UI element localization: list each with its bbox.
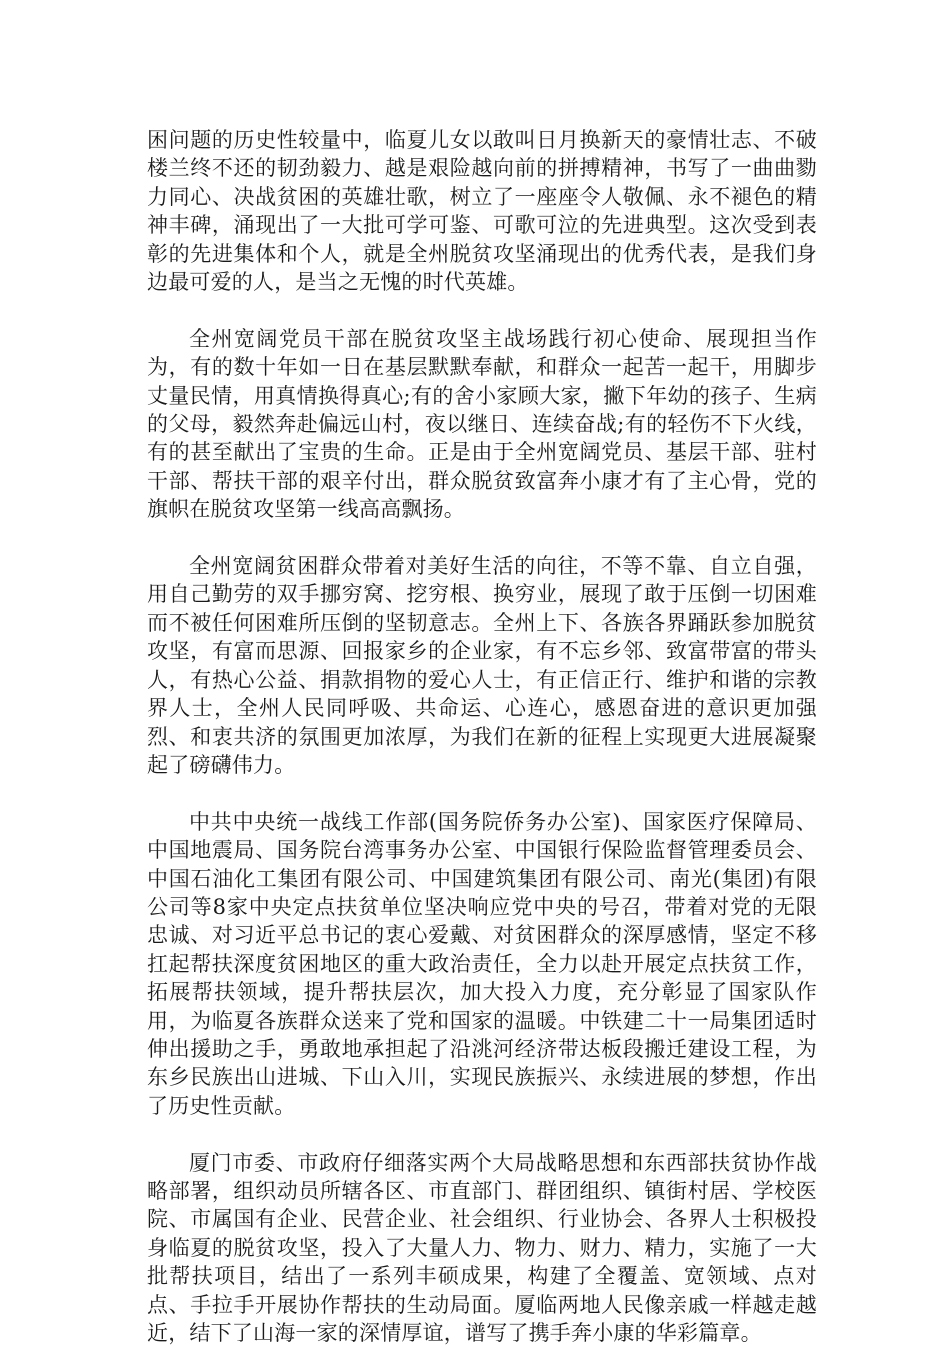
- paragraph-xiamen: 厦门市委、市政府仔细落实两个大局战略思想和东西部扶贫协作战略部署，组织动员所辖各区、市直部门、群团组织、镇街村居、学校医院、市属国有企业、民营企业、社会组织、行业协会、各界人士积极投身临夏的脱贫攻坚，投入了大量人力、物力、财力、精力，实施了一大批帮扶项目，结出了一系列丰硕成果，构建了全覆盖、宽领域、点对点、手拉手开展协作帮扶的生动局面。厦临两地人民像亲戚一样越走越近，结下了山海一家的深情厚谊，谱写了携手奔小康的华彩篇章。: [147, 1150, 817, 1345]
- paragraph-party-cadres: 全州宽阔党员干部在脱贫攻坚主战场践行初心使命、展现担当作为，有的数十年如一日在基层默默奉献，和群众一起苦一起干，用脚步丈量民情，用真情换得真心;有的舍小家顾大家，撇下年幼的孩子、生病的父母，毅然奔赴偏远山村，夜以继日、连续奋战;有的轻伤不下火线，有的甚至献出了宝贵的生命。正是由于全州宽阔党员、基层干部、驻村干部、帮扶干部的艰辛付出，群众脱贫致富奔小康才有了主心骨，党的旗帜在脱贫攻坚第一线高高飘扬。: [147, 326, 817, 522]
- paragraph-central-units: 中共中央统一战线工作部(国务院侨务办公室)、国家医疗保障局、中国地震局、国务院台湾事务办公室、中国银行保险监督管理委员会、中国石油化工集团有限公司、中国建筑集团有限公司、南光(集团)有限公司等8家中央定点扶贫单位坚决响应党中央的号召，带着对党的无限忠诚、对习近平总书记的衷心爱戴、对贫困群众的深厚感情，坚定不移扛起帮扶深度贫困地区的重大政治责任，全力以赴开展定点扶贫工作，拓展帮扶领域，提升帮扶层次，加大投入力度，充分彰显了国家队作用，为临夏各族群众送来了党和国家的温暖。中铁建二十一局集团适时伸出援助之手，勇敢地承担起了沿洮河经济带达板段搬迁建设工程，为东乡民族出山进城、下山入川，实现民族振兴、永续进展的梦想，作出了历史性贡献。: [147, 809, 817, 1118]
- paragraph-poor-masses: 全州宽阔贫困群众带着对美好生活的向往，不等不靠、自立自强，用自己勤劳的双手挪穷窝、挖穷根、换穷业，展现了敢于压倒一切困难而不被任何困难所压倒的坚韧意志。全州上下、各族各界踊跃参加脱贫攻坚，有富而思源、回报家乡的企业家，有不忘乡邻、致富带富的带头人，有热心公益、捐款捐物的爱心人士，有正信正行、维护和谐的宗教界人士，全州人民同呼吸、共命运、心连心，感恩奋进的意识更加强烈、和衷共济的氛围更加浓厚，为我们在新的征程上实现更大进展凝聚起了磅礴伟力。: [147, 554, 817, 777]
- document-body: [147, 126, 817, 1347]
- paragraph-continued: 困问题的历史性较量中，临夏儿女以敢叫日月换新天的豪情壮志、不破楼兰终不还的韧劲毅力、越是艰险越向前的拼搏精神，书写了一曲曲勠力同心、决战贫困的英雄壮歌，树立了一座座令人敬佩、永不褪色的精神丰碑，涌现出了一大批可学可鉴、可歌可泣的先进典型。这次受到表彰的先进集体和个人，就是全州脱贫攻坚涌现出的优秀代表，是我们身边最可爱的人，是当之无愧的时代英雄。: [147, 128, 817, 295]
